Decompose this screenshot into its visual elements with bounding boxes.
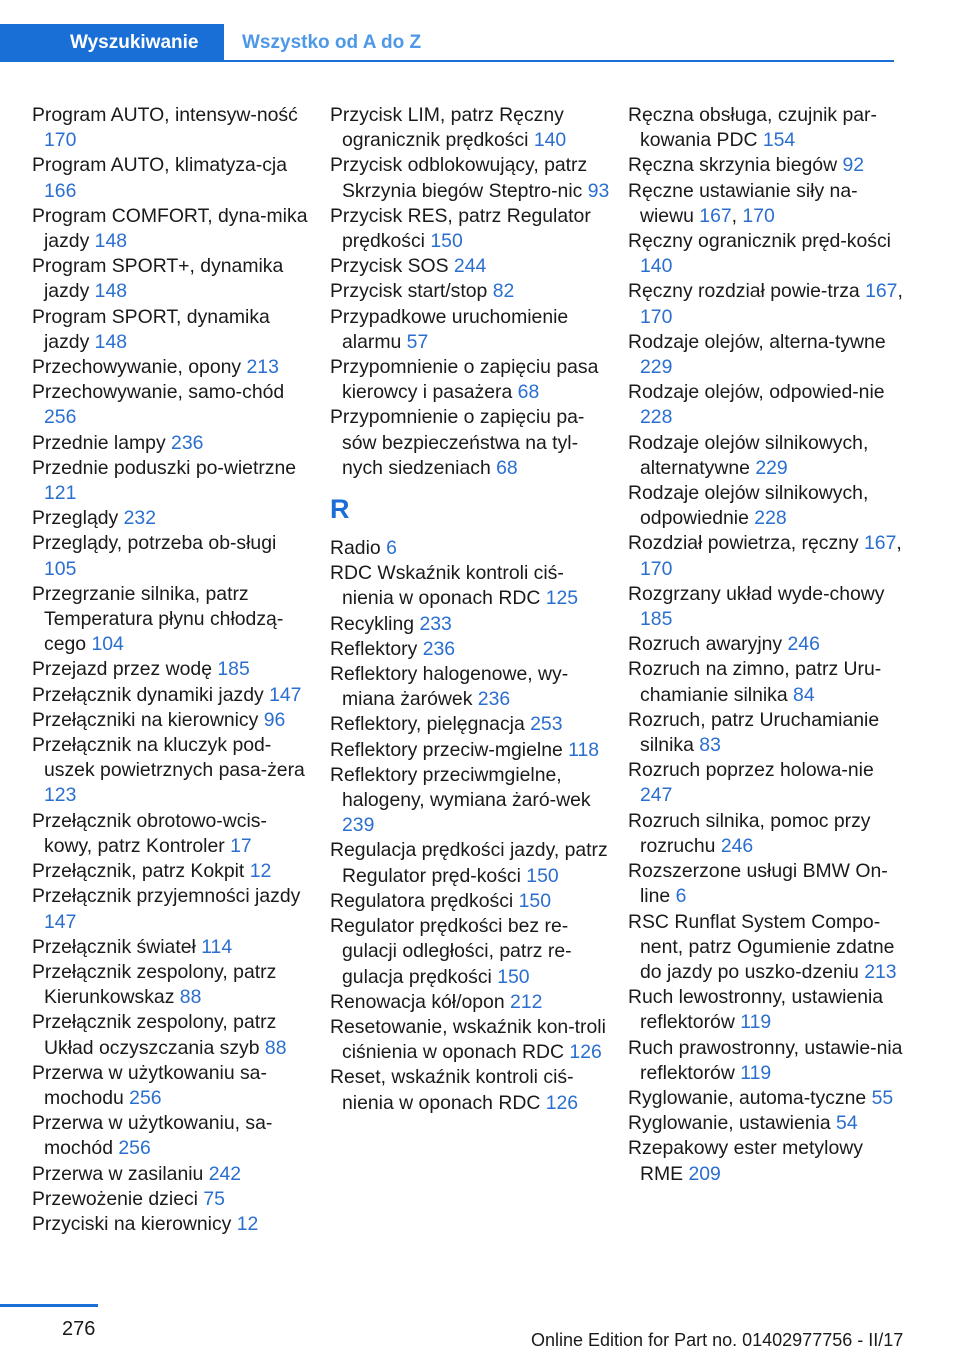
index-entry: [330, 355, 610, 405]
index-term: Przerwa w użytkowaniu sa-mochodu: [32, 1061, 267, 1109]
index-term: Ręczny ogranicznik pręd-kości: [628, 230, 891, 253]
index-entry: [32, 305, 312, 355]
index-entry: [330, 254, 610, 279]
index-entry: [330, 279, 610, 304]
index-entry: [628, 582, 908, 632]
index-term: Program SPORT, dynamika jazdy: [32, 305, 270, 353]
page-link[interactable]: 96: [263, 708, 286, 731]
index-term: Ręczna obsługa, czujnik par-kowania PDC: [628, 104, 877, 152]
index-entry: [330, 889, 610, 914]
page-link[interactable]: 185: [640, 608, 673, 631]
index-term: Reflektory przeciw-mgielne: [330, 738, 569, 761]
index-term: Rodzaje olejów, odpowied-nie: [628, 381, 885, 404]
index-term: Program COMFORT, dyna-mika jazdy: [32, 204, 308, 253]
index-entry: [32, 380, 312, 430]
page-link[interactable]: 242: [208, 1162, 242, 1185]
index-term: Przełącznik na kluczyk pod-uszek powietrznych pasa-żera: [32, 734, 305, 782]
index-column-2: [330, 103, 610, 1116]
page-link[interactable]: 12: [236, 1212, 259, 1235]
index-entry: [330, 153, 610, 203]
index-term: Przednie lampy: [32, 431, 172, 454]
page-link[interactable]: 256: [44, 406, 77, 429]
index-entry: [628, 153, 908, 178]
index-entry: [628, 1136, 908, 1186]
index-term: Przegrzanie silnika, patrz Temperatura płynu chłodzą-cego: [32, 582, 284, 656]
page-link[interactable]: 209: [688, 1162, 721, 1185]
index-entry: [330, 914, 610, 990]
index-entry: Ręczny rozdział powie-trza 167, 170: [628, 280, 903, 328]
page-link[interactable]: 150: [430, 230, 463, 253]
page-link[interactable]: 75: [203, 1187, 225, 1210]
index-term: Przełącznik świateł: [32, 935, 202, 958]
page-link[interactable]: 147: [44, 910, 77, 933]
page-link[interactable]: 246: [787, 633, 820, 656]
index-term: Przerwa w użytkowaniu, sa-mochód: [32, 1112, 273, 1160]
index-column-1: [32, 103, 312, 1237]
index-entry: [628, 985, 908, 1035]
page-link[interactable]: 170: [742, 204, 775, 227]
page-link[interactable]: 114: [201, 935, 233, 958]
index-term: Rozruch, patrz Uruchamianie silnika: [628, 708, 880, 757]
tab-a-to-z[interactable]: Wszystko od A do Z: [242, 32, 422, 53]
tab-search[interactable]: Wyszukiwanie: [0, 24, 224, 62]
page-link[interactable]: 150: [497, 965, 530, 988]
index-entry: [628, 1111, 908, 1136]
index-term: Przycisk LIM, patrz Ręczny ogranicznik prędkości: [330, 104, 564, 152]
index-entry: [628, 708, 908, 758]
index-entry: [32, 733, 312, 809]
index-entry: [330, 204, 610, 254]
index-term: Ryglowanie, ustawienia: [628, 1112, 837, 1135]
index-entry: [628, 859, 908, 909]
index-term: Regulatora prędkości: [330, 889, 519, 912]
page-link[interactable]: 228: [640, 406, 673, 429]
index-entry: [330, 763, 610, 839]
page-link[interactable]: 88: [264, 1036, 287, 1059]
index-term: Przycisk odblokowujący, patrz Skrzynia biegów Steptro-nic: [330, 154, 588, 202]
page-link[interactable]: 170: [640, 557, 673, 580]
page-link[interactable]: 229: [640, 356, 673, 379]
index-entry: [32, 657, 312, 682]
index-entry: [32, 884, 312, 934]
index-term: Przechowywanie, samo-chód: [32, 381, 285, 404]
page-link[interactable]: 68: [517, 381, 540, 404]
index-term: Program AUTO, klimatyza-cja: [32, 154, 288, 177]
index-column-3: [628, 103, 908, 1187]
index-entry: [330, 1015, 610, 1065]
index-term: Rodzaje olejów silnikowych, alternatywne: [628, 431, 869, 479]
tab-divider: [224, 60, 894, 62]
edition-footer: Online Edition for Part no. 01402977756 - II/17: [531, 1330, 904, 1350]
index-entry: [628, 380, 908, 430]
page-link[interactable]: 233: [419, 612, 452, 635]
index-entry: [330, 637, 610, 662]
index-term: Przełącznik zespolony, patrz Kierunkowskaz: [32, 960, 277, 1009]
page-link[interactable]: 154: [762, 129, 796, 152]
page-link[interactable]: 253: [530, 713, 563, 736]
index-term: Rozdział powietrza, ręczny: [628, 532, 865, 555]
index-term: Przełącznik, patrz Kokpit: [32, 860, 250, 883]
page-link[interactable]: 84: [793, 683, 815, 706]
index-entry: Ręczne ustawianie siły na-wiewu 167, 170: [628, 179, 858, 227]
index-entry: [628, 809, 908, 859]
index-entry: [32, 1010, 312, 1060]
index-term: Ruch lewostronny, ustawienia reflektorów: [628, 986, 884, 1034]
index-entry: [32, 103, 312, 153]
page-link[interactable]: 140: [533, 129, 567, 152]
index-entry: [330, 738, 610, 763]
page-link[interactable]: 88: [179, 986, 202, 1009]
index-entry: [628, 1036, 908, 1086]
page-link[interactable]: 148: [94, 280, 128, 303]
index-entry: [628, 758, 908, 808]
index-entry: Rozdział powietrza, ręczny 167, 170: [628, 532, 902, 580]
index-entry: [32, 456, 312, 506]
page-link[interactable]: 92: [842, 154, 865, 177]
index-entry: [330, 103, 610, 153]
index-term: Przełącznik dynamiki jazdy: [32, 683, 270, 706]
page-link[interactable]: 126: [545, 1091, 579, 1114]
index-term: Renowacja kół/opon: [330, 990, 511, 1013]
page-link[interactable]: 126: [569, 1041, 602, 1064]
index-entry: [330, 1065, 610, 1115]
index-term: Przełącznik zespolony, patrz Układ oczyszczania szyb: [32, 1011, 277, 1059]
index-term: Reset, wskaźnik kontroli ciś-nienia w oponach RDC: [330, 1066, 574, 1114]
index-entry: [32, 935, 312, 960]
index-term: Ręczne ustawianie siły na-wiewu: [628, 179, 858, 227]
page-link[interactable]: 170: [640, 305, 673, 328]
page-link[interactable]: 239: [342, 814, 375, 837]
page-link[interactable]: 167: [699, 204, 732, 227]
index-term: Przeglądy, potrzeba ob-sługi: [32, 532, 277, 555]
index-entry: [32, 1162, 312, 1187]
index-entry: [32, 254, 312, 304]
index-entry: [628, 1086, 908, 1111]
index-entry: [32, 582, 312, 658]
index-entry: [628, 431, 908, 481]
index-entry: [330, 405, 610, 481]
index-entry: [628, 657, 908, 707]
page-link[interactable]: 123: [44, 784, 77, 807]
page-link[interactable]: 148: [94, 230, 128, 253]
page-link[interactable]: 167: [864, 532, 897, 555]
page-link[interactable]: 57: [406, 330, 429, 353]
page-link[interactable]: 140: [640, 255, 673, 278]
page-link[interactable]: 213: [246, 356, 279, 379]
index-term: Program SPORT+, dynamika jazdy: [32, 255, 284, 303]
page-link[interactable]: 54: [836, 1112, 858, 1135]
index-term: Przełączniki na kierownicy: [32, 708, 264, 731]
index-entry: [628, 910, 908, 986]
page-link[interactable]: 105: [44, 557, 77, 580]
page-link[interactable]: 236: [422, 637, 456, 660]
index-term: RSC Runflat System Compo-nent, patrz Ogumienie zdatne do jazdy po uszko-dzeniu: [628, 910, 895, 983]
index-term: Przewożenie dzieci: [32, 1187, 204, 1210]
index-entry: [32, 960, 312, 1010]
index-entry: [330, 838, 610, 888]
index-term: Rozruch awaryjny: [628, 633, 788, 656]
index-entry: [32, 809, 312, 859]
page-link[interactable]: 256: [118, 1137, 151, 1160]
page-link[interactable]: 147: [269, 683, 302, 706]
index-term: Przejazd przez wodę: [32, 658, 218, 681]
page-link[interactable]: 185: [217, 658, 250, 681]
index-entry: [32, 153, 312, 203]
index-entry: [330, 612, 610, 637]
page-link[interactable]: 236: [171, 431, 204, 454]
page-link[interactable]: 68: [496, 456, 518, 479]
page-link[interactable]: 232: [123, 507, 156, 530]
page-link[interactable]: 236: [477, 688, 511, 711]
index-term: Przechowywanie, opony: [32, 356, 247, 379]
index-term: Przycisk start/stop: [330, 280, 493, 303]
index-term: Rozgrzany układ wyde-chowy: [628, 582, 885, 605]
index-entry: [628, 103, 908, 153]
page-link[interactable]: 256: [129, 1086, 162, 1109]
index-entry: [32, 506, 312, 531]
footer-rule: [0, 1304, 98, 1307]
page-link[interactable]: 229: [755, 456, 788, 479]
index-term: Rozruch silnika, pomoc przy rozruchu: [628, 809, 871, 857]
index-term: Rodzaje olejów, alterna-tywne: [628, 330, 886, 353]
index-term: Ręczna skrzynia biegów: [628, 154, 843, 177]
letter-heading: R: [330, 494, 350, 525]
index-term: Regulacja prędkości jazdy, patrz Regulator pręd-kości: [330, 839, 608, 887]
page-link[interactable]: 93: [587, 179, 610, 202]
index-entry: [628, 229, 908, 279]
index-entry: [330, 305, 610, 355]
index-term: Przednie poduszki po-wietrzne: [32, 456, 297, 479]
index-term: Recykling: [330, 612, 420, 635]
page-link[interactable]: 246: [720, 834, 754, 857]
page-link[interactable]: 119: [740, 1011, 772, 1034]
index-term: Ruch prawostronny, ustawie-nia reflektorów: [628, 1036, 903, 1084]
index-term: Rozruch poprzez holowa-nie: [628, 759, 874, 782]
page-link[interactable]: 118: [568, 738, 600, 761]
page-link[interactable]: 148: [94, 330, 128, 353]
page-link[interactable]: 6: [386, 537, 397, 560]
index-term: Ręczny rozdział powie-trza: [628, 280, 866, 303]
page-link[interactable]: 17: [230, 834, 252, 857]
page-link[interactable]: 121: [44, 482, 77, 505]
index-entry: [32, 355, 312, 380]
index-entry: [32, 1111, 312, 1161]
index-term: Przeglądy: [32, 507, 124, 530]
index-term: Rzepakowy ester metylowy RME: [628, 1137, 863, 1185]
index-term: Przypomnienie o zapięciu pa-sów bezpieczeństwa na tyl-nych siedzeniach: [330, 406, 585, 479]
page-link[interactable]: 170: [44, 129, 77, 152]
index-entry: [32, 1061, 312, 1111]
index-term: Regulator prędkości bez re-gulacji odległości, patrz re-gulacja prędkości: [330, 915, 572, 988]
page-link[interactable]: 228: [754, 507, 787, 530]
index-term: Rozszerzone usługi BMW On-line: [628, 860, 888, 908]
page-link[interactable]: 119: [740, 1061, 772, 1084]
index-term: Przycisk SOS: [330, 255, 454, 278]
index-entry: [330, 561, 610, 611]
tab-bar: [0, 0, 894, 62]
index-entry: [32, 683, 312, 708]
page-link[interactable]: 212: [510, 990, 543, 1013]
index-term: Reflektory halogenowe, wy-miana żarówek: [330, 663, 569, 711]
page-number: 276: [62, 1318, 96, 1340]
index-term: Reflektory, pielęgnacja: [330, 713, 531, 736]
index-entry: [32, 1212, 312, 1237]
page-link[interactable]: 244: [453, 255, 487, 278]
index-term: Ryglowanie, automa-tyczne: [628, 1086, 872, 1109]
page-link[interactable]: 83: [699, 734, 721, 757]
page-link[interactable]: 247: [640, 784, 673, 807]
page-link[interactable]: 150: [518, 889, 551, 912]
index-term: Przypadkowe uruchomienie alarmu: [330, 305, 569, 353]
index-term: Przypomnienie o zapięciu pasa kierowcy i pasażera: [330, 356, 599, 404]
page-link[interactable]: 6: [675, 885, 687, 908]
index-term: Reflektory przeciwmgielne, halogeny, wymiana żaró-wek: [330, 763, 591, 812]
index-entry: [628, 330, 908, 380]
page-link[interactable]: 82: [492, 280, 515, 303]
index-term: RDC Wskaźnik kontroli ciś-nienia w oponach RDC: [330, 562, 564, 610]
index-entry: [628, 481, 908, 531]
index-entry: [32, 859, 312, 884]
page-link[interactable]: 12: [249, 860, 272, 883]
page-link[interactable]: 166: [44, 179, 77, 202]
index-entry: [330, 990, 610, 1015]
index-entry: [32, 708, 312, 733]
index-term: Przyciski na kierownicy: [32, 1212, 237, 1235]
index-term: Przycisk RES, patrz Regulator prędkości: [330, 204, 591, 253]
index-term: Resetowanie, wskaźnik kon-troli ciśnienia w oponach RDC: [330, 1015, 606, 1064]
page-link[interactable]: 125: [545, 587, 579, 610]
page-link[interactable]: 167: [865, 280, 898, 303]
index-entry: [330, 712, 610, 737]
page-link[interactable]: 213: [864, 960, 897, 983]
index-entry: [32, 204, 312, 254]
index-entry: [32, 431, 312, 456]
page-link[interactable]: 104: [91, 633, 124, 656]
index-term: Rozruch na zimno, patrz Uru-chamianie silnika: [628, 658, 882, 706]
page-link[interactable]: 150: [526, 864, 559, 887]
index-term: Program AUTO, intensyw-ność: [32, 104, 298, 126]
index-entry: [330, 536, 610, 561]
index-term: Przerwa w zasilaniu: [32, 1162, 209, 1185]
index-entry: [330, 662, 610, 712]
index-entry: [628, 632, 908, 657]
index-term: Rodzaje olejów silnikowych, odpowiednie: [628, 482, 869, 530]
page-link[interactable]: 55: [871, 1086, 894, 1109]
index-entry: [32, 531, 312, 581]
index-term: Reflektory: [330, 637, 423, 660]
index-term: Radio: [330, 537, 387, 560]
index-term: Przełącznik przyjemności jazdy: [32, 885, 301, 908]
index-term: Przełącznik obrotowo-wcis-kowy, patrz Kontroler: [32, 809, 267, 857]
index-entry: [32, 1187, 312, 1212]
